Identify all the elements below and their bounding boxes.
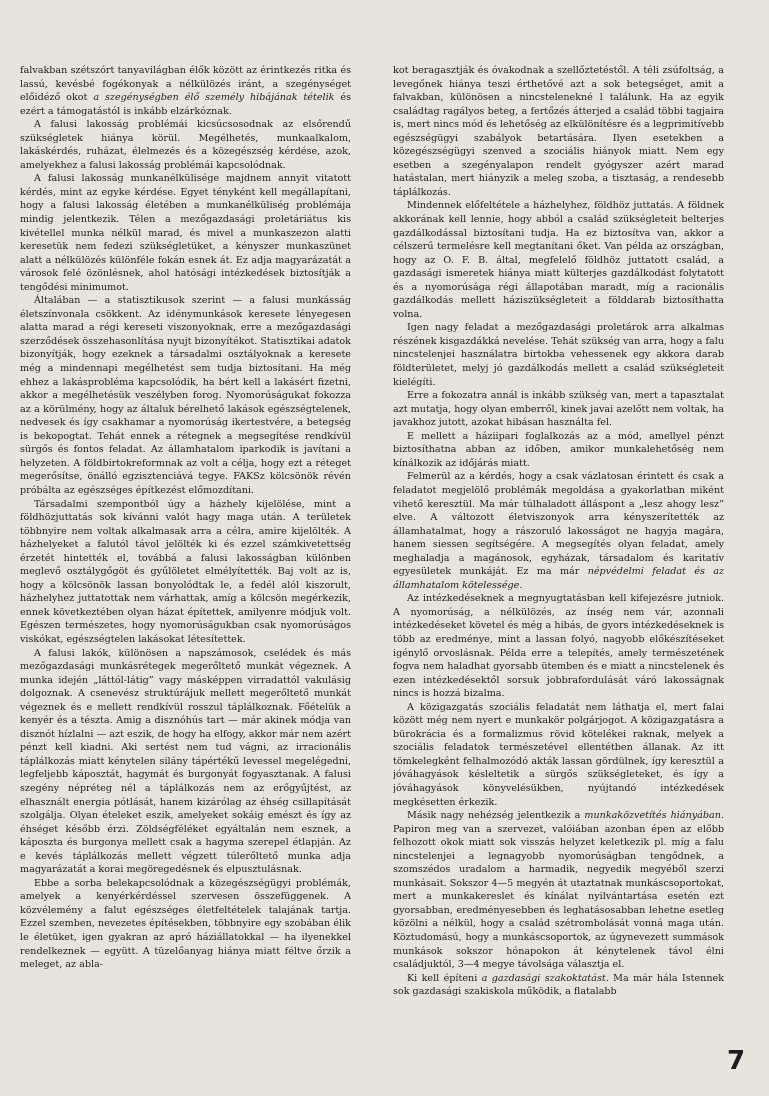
- text-run: A falusi lakók, különösen a napszámosok, cselédek és más mezőgazdasági munkásrétegek megerőltető munkát végeznek. A munka idején „láttól-látig” vagy másképpen virradattól vakulásig dolgoznak. A csenevész struktúrájuk mellett megerőltető munkát végeznek és e mellett rendkívül rosszul táplálkoznak. Főételük a kenyér és a tészta. Amig a disznóhús tart — már akinek módja van disznót hízlalni — azt eszik, de hogy ha elfogy, akkor már nem azért pénzt kell kiadni. Aki sertést nem tud vágni, az irracionális táplálkozás miatt kénytelen silány tápértékű levessel megelégedni, legfeljebb káposztát, hagymát és burgonyát fogyasztanak. A falusi szegény népréteg nél a táplálkozás nem az erőgyűjtést, az elhasznált energia pótlását, hanem kizárólag az éhség csillapítását szolgálja. Olyan ételeket eszik, amelyeket sokáig emészt és így az éhséget később érzi. Zöldségféléket egyáltalán nem esznek, a káposzta és burgonya mellett csak a hagyma szerepel étlapján. Az e kevés táplálkozás mellett végzett túlerőltető munka adja magyarázatát a korai megöregedésnek és elpusztulásnak.: [20, 647, 351, 876]
- left-text-column: [20, 64, 351, 1064]
- italic-text: a gazdasági szakoktatást.: [481, 972, 609, 984]
- paragraph: [393, 972, 724, 999]
- italic-text: a szegénységben élő személy hibájának tételik: [93, 92, 335, 104]
- paragraph: [20, 877, 351, 972]
- right-text-column: [393, 64, 724, 1064]
- paragraph: [393, 199, 724, 321]
- text-run: Mindennek előfeltétele a házhelyhez, földhöz juttatás. A földnek akkorának kell lennie, hogy abból a család szükségleteit belterjes gazdálkodással biztosítani tudja. Ha ez biztosítva van, akkor a célszerű termelésre kell megtanítani őket. Van példa az országban, hogy az O. F. B. által, megfelelő földhöz juttatott család, a gazdasági ismeretek hiánya miatt külterjes gazdálkodást folytatott és a nyomorúsága régi állapotában maradt, míg a racionális gazdálkodás mellett háziszükségleteit a földdarab biztosíthatta volna.: [393, 200, 724, 320]
- paragraph: [393, 701, 724, 809]
- text-run: Papiron meg van a szervezet, valóiában azonban épen az előbb felhozott okok miatt sok visszás helyzet keletkezik pl. míg a falu nincstelenjei a legnagyobb nyomorúságban tengődnek, a szomszédos uradalom a harmadik, negyedik megyéből szerzi munkásait. Sokszor 4—5 megyén át utaztatnak munkáscsoportokat, mert a munkakereslet és kínálat nyilvántartása esetén ezt gyorsabban, eredményesebben és leghatásosabban lehetne esetleg közölni a nélkül, hogy a család szétrombolását vonná maga után. Köztudomású, hogy a munkáscsoportok, az úgynevezett summások munkások sokszor hónapokon át kénytelenek távol élni családjuktól, 3—4 megye távolsága választja el.: [393, 823, 724, 971]
- text-run: Ki kell építeni: [407, 972, 482, 984]
- paragraph: [393, 321, 724, 389]
- text-run: kot beragasztják és óvakodnak a szellőztetéstől. A téli zsúfoltság, a levegőnek hiánya teszi érthetővé azt a sok betegséget, amit a falvakban, különösen a nincstelenekné l találunk. Ha az egyik családtag ragályos beteg, a fertőzés átterjed a család többi tagjaira is, mert nincs mód és lehetőség az elkülönítésre és a legprimitívebb egészségügyi szabályok betartására. Ilyen esetekben a közegészségügyi szenved a szociális hiányok miatt. Nem egy esetben a szegényalapon rendelt gyógyszer azért marad hatástalan, mert hiányzik a meleg szoba, a tisztaság, a rendesebb táplálkozás.: [393, 65, 724, 198]
- text-run: Általában — a statisztikusok szerint — a falusi munkásság életszínvonala csökkent. Az idénymunkások keresete lényegesen alatta marad a régi kereseti viszonyoknak, erre a mezőgazdasági szerződések összehasonlítása nyujt bizonyítékot. Statisztikai adatok bizonyítják, hogy ezeknek a társadalmi osztályoknak a keresete még a mindennapi megélhetést sem tudja biztosítani. Ha még ehhez a lakásprobléma kapcsolódik, ha bért kell a lakásért fizetni, akkor a megélhetésük veszélyben forog. Nyomorúságukat fokozza az a körülmény, hogy az általuk bérelhető lakások egészségtelenek, nedvesek és így csakhamar a nyomorúság ikertestvére, a betegség is bekopogtat. Tehát ennek a rétegnek a megsegítése rendkívül sürgős és fontos feladat. Az államhatalom iparkodik is javítani a helyzeten. A földbirtokreformnak az volt a célja, hogy ezt a réteget megerősítse, önálló egzisztenciává tegye. FAKSz kölcsönök révén próbálta az egészséges építkezést előmozdítani.: [20, 295, 351, 496]
- paragraph: [393, 64, 724, 199]
- text-run: és ezért a támogatástól is inkább elzárkóznak.: [20, 92, 351, 117]
- text-run: Igen nagy feladat a mezőgazdasági proletárok arra alkalmas részének kisgazdákká nevelése. Tehát szükség van arra, hogy a falu nincstelenjei használatra birtokba vehessenek egy akkora darab földterületet, melyj jó gazdálkodás mellett a család szükségleteit kielégíti.: [393, 322, 724, 388]
- paragraph: [393, 809, 724, 972]
- italic-text: munkaközvetítés hiányában.: [584, 810, 724, 822]
- text-run: A közigazgatás szociális feladatát nem láthatja el, mert falai között még nem nyert e munkakör polgárjogot. A közigazgatásra a bürokrácia és a formalizmus rövid kötelékei raknak, melyek a szociális feladatok természetével ellentétben állanak. Az itt tömkelegként felhalmozódó akták lassan gördülnek, így keresztül a jóváhagyások késleltetik a sürgős szükségleteket, és így a jóváhagyások könyvelésükben, nyújtandó intézkedések megkésetten érkezik.: [393, 701, 724, 808]
- paragraph: [393, 430, 724, 471]
- page-number: 7: [727, 1046, 746, 1076]
- text-run: Felmerül az a kérdés, hogy a csak vázlatosan érintett és csak a feladatot megjelölő problémák megoldása a gyakorlatban miként vihető keresztül. Ma már túlhaladott álláspont a „lesz ahogy lesz” elve. A változott életviszonyok arra kényszerítették az államhatalmat, hogy a rászoruló lakosságot ne hagyja magára, hanem siessen segítségére. A megsegítés olyan feladat, amely meghaladja a magánosok, egyházak, társadalom és karitatív egyesületek munkáját. Ez ma már: [393, 471, 724, 578]
- paragraph: [393, 592, 724, 700]
- text-run: Másik nagy nehézség jelentkezik a: [407, 810, 585, 822]
- paragraph: [20, 647, 351, 877]
- paragraph: [20, 294, 351, 497]
- text-run: Az intézkedéseknek a megnyugtatásban kell kifejezésre jutniok. A nyomorúság, a nélkülözés, az ínség nem vár, azonnali intézkedéseket követel és még a hibás, de gyors intézkedéseknek is több az eredménye, mint a lassan folyó, nagyobb előkészítéseket igénylő orvoslásnak. Példa erre a telepítés, amely természetének fogva nem haladhat gyorsabb ütemben és e miatt a nincstelenek és ezen intézkedésektől sorsuk jobbrafordulását váró lakosságnak nincs is hozzá bizalma.: [393, 593, 724, 700]
- text-run: E mellett a háziipari foglalkozás az a mód, amellyel pénzt biztosíthatna abban az időben, amikor munkalehetőség nem kínálkozik az időjárás miatt.: [393, 430, 724, 469]
- text-run: A falusi lakosság munkanélkülisége majdnem annyit vitatott kérdés, mint az egyke kérdése. Egyet tényként kell megállapítani, hogy a falusi lakosság életében a munkanélküliség problémája mindig jelentkezik. Télen a mezőgazdasági proletáriátus kis kivétellel munka nélkül marad, és mivel a munkaszezon alatti keresetük nem fedezi szükségletüket, a kényszer munkaszünet alatt a nélkülözés különféle fokán esnek át. Ez adja magyarázatát a városok felé özönlésnek, ahol hatósági intézkedések biztosítják a tengődési minimumot.: [20, 173, 351, 293]
- paragraph: [20, 118, 351, 172]
- text-run: Ma már hála Istennek sok gazdasági szakiskola működik, a flatalabb: [393, 972, 724, 998]
- paragraph: [393, 389, 724, 430]
- paragraph: [20, 64, 351, 118]
- italic-text: népvédelmi feladat és az államhatalom kötelessége.: [393, 566, 724, 591]
- text-run: Erre a fokozatra annál is inkább szükség van, mert a tapasztalat azt mutatja, hogy olyan emberről, kinek javai azelőtt nem voltak, ha javakhoz jutott, azokat hibásan használta fel.: [393, 390, 724, 429]
- text-run: falvakban szétszórt tanyavilágban élők között az érintkezés ritka és lassú, kevésbé fogékonyak a nélkülözés iránt, a szegénységet előidéző okot: [20, 65, 351, 104]
- paragraph: [393, 470, 724, 592]
- text-run: Ebbe a sorba belekapcsolódnak a közegészségügyi problémák, amelyek a kenyérkérdéssel szervesen összefüggenek. A közvélemény a falut egészséges életfeltételek talajának tartja. Ezzel szemben, nevezetes építésekben, többnyire egy szobában élik le életüket, igen gyakran az apró háziállatokkal — ha ilyenekkel rendelkeznek — együtt. A tüzelőanyag hiánya miatt féltve őrzik a meleget, az abla-: [20, 877, 351, 971]
- paragraph: [20, 172, 351, 294]
- text-run: A falusi lakosság problémái kicsúcsosodnak az elsőrendű szükségletek hiánya körül. Megélhetés, munkaalkalom, lakáskérdés, ruházat, élelmezés és a közegészség kérdése, azok, amelyekhez a falusi lakosság problémái kapcsolódnak.: [20, 119, 351, 171]
- text-run: Társadalmi szempontból úgy a házhely kijelölése, mint a földhözjuttatás sok kívánni valót hagy maga után. A területek többnyire nem voltak alkalmasak arra a célra, amire kijelölték. A házhelyeket a falutól távol jelölték ki és ezzel számkivetettség érzetét hintették el, továbbá a falusi lakosságban különben meglevő osztálygőgöt és gyűlöletet elmélyítették. Baj volt az is, hogy a kölcsönök lassan bonyolódtak le, a fedél alól kiszorult, házhelyhez juttatottak nem várhattak, amíg a kölcsön megérkezik, ennek következtében olyan házat építettek, amilyenre módjuk volt. Egészen természetes, hogy nyomorúságukban csak nyomorúságos viskókat, egészségtelen lakásokat létesítettek.: [20, 498, 351, 645]
- paragraph: [20, 498, 351, 647]
